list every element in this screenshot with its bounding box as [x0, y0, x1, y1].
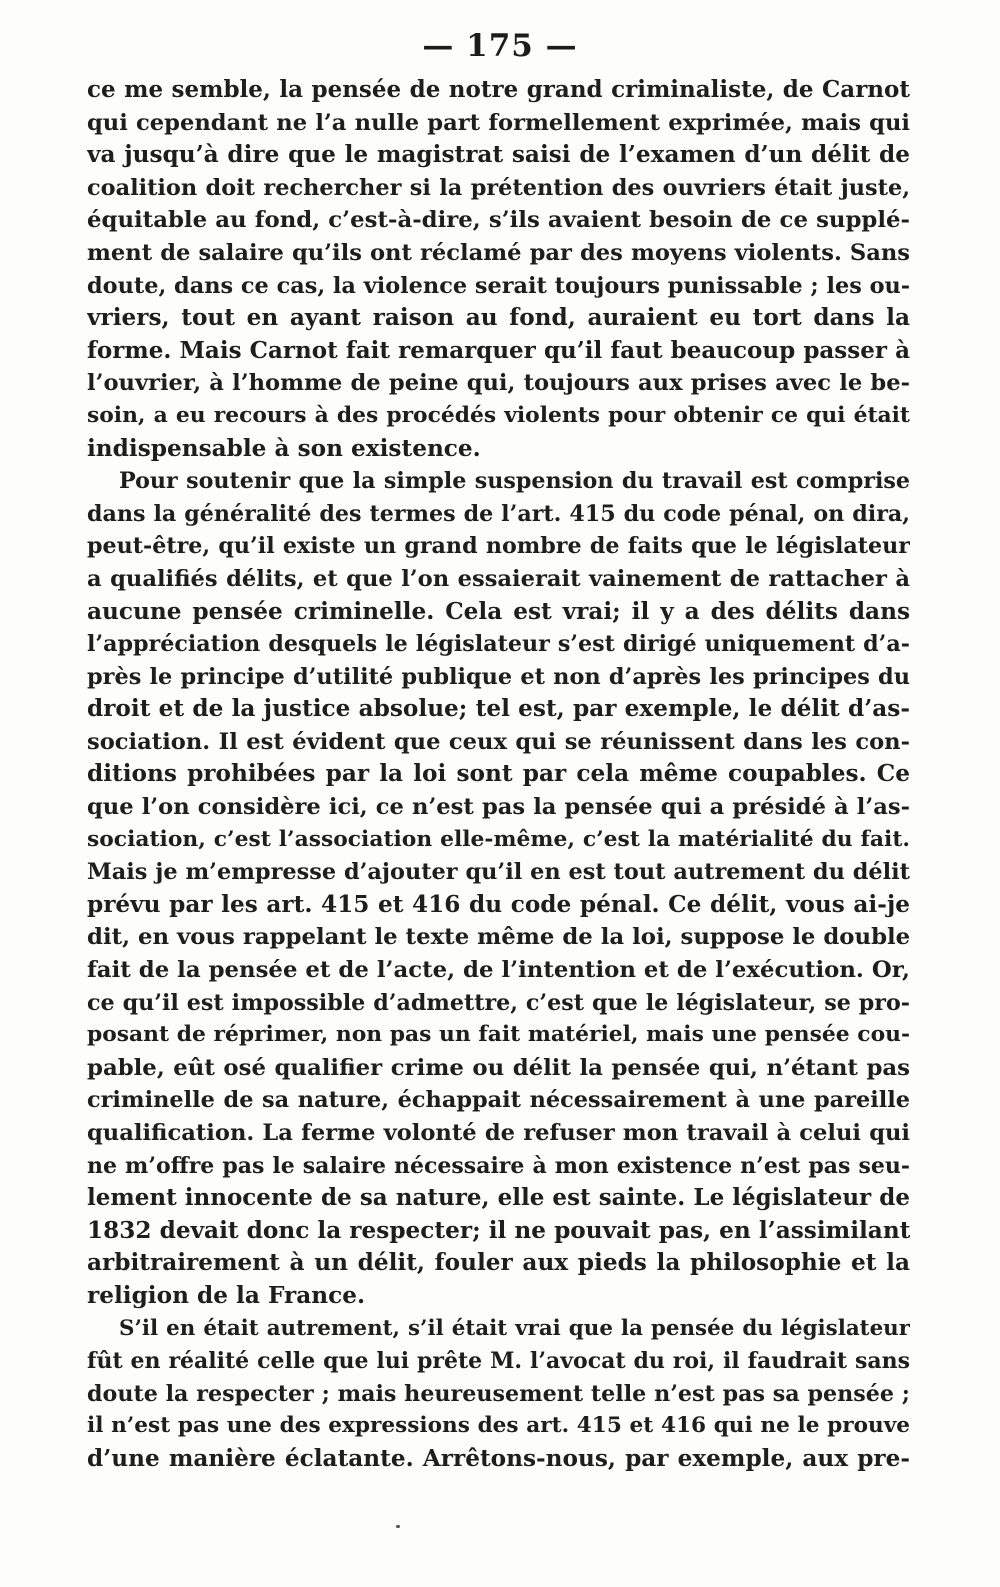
text-line: religion de la France. [87, 1281, 366, 1309]
text-line: fait de la pensée et de l’acte, de l’intention et de l’exécution. Or, [87, 957, 910, 984]
text-line: vriers, tout en ayant raison au fond, auraient eu tort dans la [87, 304, 910, 332]
text-line: coalition doit rechercher si la prétention des ouvriers était juste, [87, 174, 910, 201]
text-line: fût en réalité celle que lui prête M. l’avocat du roi, il faudrait sans [87, 1348, 910, 1375]
text-line: lement innocente de sa nature, elle est sainte. Le législateur de [87, 1184, 910, 1212]
text-line: peut-être, qu’il existe un grand nombre de faits que le législateur [87, 533, 910, 560]
text-line: doute la respecter ; mais heureusement telle n’est pas sa pensée ; [87, 1380, 910, 1407]
text-line: aucune pensée criminelle. Cela est vrai; il y a des délits dans [87, 597, 910, 625]
text-line: l’ouvrier, à l’homme de peine qui, toujours aux prises avec le be- [87, 370, 910, 397]
text-line: S’il en était autrement, s’il était vrai que la pensée du législateur [119, 1315, 910, 1341]
text-line: 1832 devait donc la respecter; il ne pouvait pas, en l’assimilant [87, 1216, 910, 1244]
ink-speck [396, 1525, 400, 1528]
text-line: prévu par les art. 415 et 416 du code pénal. Ce délit, vous ai-je [87, 890, 910, 918]
text-line: a qualifiés délits, et que l’on essaierait vainement de rattacher à [87, 565, 910, 592]
text-line: d’une manière éclatante. Arrêtons-nous, par exemple, aux pre- [87, 1444, 910, 1472]
text-line: doute, dans ce cas, la violence serait toujours punissable ; les ou- [87, 272, 910, 299]
text-line: dans la généralité des termes de l’art. 415 du code pénal, on dira, [87, 500, 910, 527]
text-line: Pour soutenir que la simple suspension du travail est comprise [119, 468, 910, 495]
text-line: équitable au fond, c’est-à-dire, s’ils avaient besoin de ce supplé- [87, 207, 910, 234]
text-line: dit, en vous rappelant le texte même de la loi, suppose le double [87, 924, 910, 951]
text-line: il n’est pas une des expressions des art. 415 et 416 qui ne le prouve [87, 1413, 910, 1439]
text-line: ce me semble, la pensée de notre grand criminaliste, de Carnot [87, 76, 910, 103]
text-line: sociation. Il est évident que ceux qui se réunissent dans les con- [87, 728, 910, 755]
text-line: près le principe d’utilité publique et non d’après les principes du [87, 663, 910, 690]
text-line: arbitrairement à un délit, fouler aux pieds la philosophie et la [87, 1249, 910, 1277]
text-line: ne m’offre pas le salaire nécessaire à mon existence n’est pas seu- [87, 1152, 910, 1179]
text-line: ment de salaire qu’ils ont réclamé par des moyens violents. Sans [87, 239, 910, 266]
text-line: Mais je m’empresse d’ajouter qu’il en est tout autrement du délit [87, 859, 910, 886]
text-line: l’appréciation desquels le législateur s’est dirigé uniquement d’a- [87, 631, 910, 658]
text-line: indispensable à son existence. [87, 434, 481, 462]
page-number: — 175 — [422, 28, 578, 64]
text-line: sociation, c’est l’association elle-même, c’est la matérialité du fait. [87, 826, 910, 852]
text-line: droit et de la justice absolue; tel est, par exemple, le délit d’as- [87, 695, 910, 723]
text-line: qui cependant ne l’a nulle part formellement exprimée, mais qui [87, 109, 910, 136]
text-line: pable, eût osé qualifier crime ou délit la pensée qui, n’étant pas [87, 1054, 910, 1081]
page-body-text [87, 74, 910, 1476]
text-line: ditions prohibées par la loi sont par cela même coupables. Ce [87, 760, 910, 788]
text-line: va jusqu’à dire que le magistrat saisi de l’examen d’un délit de [87, 141, 910, 169]
text-line: soin, a eu recours à des procédés violents pour obtenir ce qui était [87, 402, 910, 428]
text-line: que l’on considère ici, ce n’est pas la pensée qui a présidé à l’as- [87, 794, 910, 821]
text-line: ce qu’il est impossible d’admettre, c’est que le législateur, se pro- [87, 989, 910, 1016]
text-line: criminelle de sa nature, échappait nécessairement à une pareille [87, 1087, 910, 1114]
text-line: forme. Mais Carnot fait remarquer qu’il faut beaucoup passer à [87, 336, 910, 364]
text-line: posant de réprimer, non pas un fait matériel, mais une pensée cou- [87, 1022, 910, 1048]
text-line: qualification. La ferme volonté de refuser mon travail à celui qui [87, 1120, 910, 1146]
